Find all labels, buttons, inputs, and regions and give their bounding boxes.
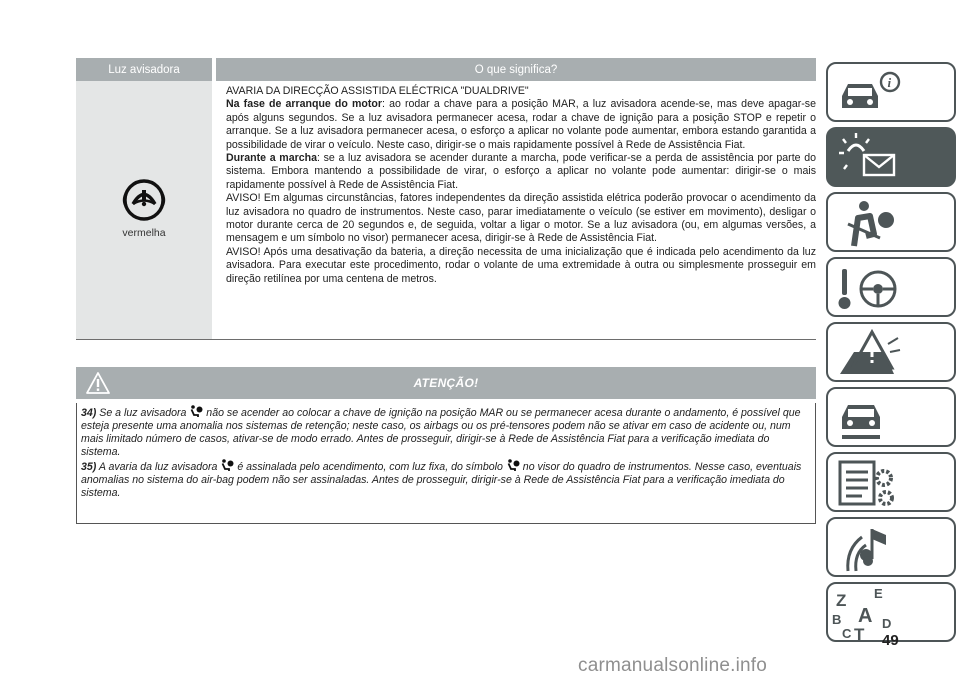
- multimedia-icon: [828, 519, 956, 577]
- notice-paragraph-1: AVISO! Em algumas circunstâncias, fatores independentes da direção assistida elétrica poderão provocar o acendimento da luz avisadora no quadro de instrumentos. Neste caso, parar imediatamente o veículo (se estiver em movimento), desligar o motor durante cerca de 20 segundos e, de seguida, voltar a ligar o motor. Se a luz avisadora (ou, em algumas versões, a mensagem e um símbolo no visor) permanecer acesa, dirigir-se à Rede de Assistência Fiat.: [226, 192, 816, 245]
- header-meaning: O que significa?: [216, 58, 816, 81]
- table-row: [76, 81, 816, 340]
- data-gear-icon: [828, 454, 956, 512]
- warning-light-message-icon: [828, 129, 956, 187]
- warning-light-cell: [76, 81, 212, 339]
- index-letter: B: [832, 612, 842, 627]
- warning-triangle-car-icon: [828, 324, 956, 382]
- light-color-caption: vermelha: [122, 227, 166, 239]
- svg-text:i: i: [887, 75, 892, 90]
- airbag-icon: [506, 459, 520, 472]
- index-letter: Z: [836, 591, 847, 610]
- steering-warning-icon: [121, 177, 167, 223]
- tab-technical-data[interactable]: [826, 452, 956, 512]
- seat-airbag-icon: [828, 194, 956, 252]
- note-35: [81, 459, 811, 500]
- note-34-number: 34): [81, 407, 97, 419]
- index-letter: D: [882, 616, 892, 631]
- warning-triangle-icon: [85, 371, 111, 395]
- warning-box: [76, 367, 816, 524]
- tab-starting-driving[interactable]: [826, 257, 956, 317]
- driving-text: : se a luz avisadora se acender durante a marcha, pode verificar-se a perda de assistência por parte do sistema. Embora mantendo a possibilidade de virar, o esforço a aplicar no volante pode aumentar: dirigir-se o mais rapidamente possível à Rede de Assistência Fiat.: [226, 152, 816, 191]
- index-letter: C: [842, 626, 852, 641]
- index-letter: A: [858, 605, 873, 627]
- car-info-icon: [828, 64, 956, 122]
- tab-warning-lights[interactable]: [826, 127, 956, 187]
- watermark: carmanualsonline.info: [578, 655, 768, 676]
- warning-header: [76, 367, 816, 399]
- header-warning-light: Luz avisadora: [76, 58, 212, 81]
- driving-heading: Durante a marcha: [226, 152, 317, 165]
- airbag-icon: [220, 459, 234, 472]
- warning-body: [76, 403, 816, 524]
- table-header: [76, 58, 816, 81]
- note-34: [81, 405, 811, 459]
- note-34-text-b: não se acender ao colocar a chave de ignição na posição MAR ou se permanecer acesa durante o andamento, é possível que esteja presente uma anomalia nos sistemas de retenção; neste caso, os airbags ou os pré-tensores podem não se ativar em caso de acidente ou, num mais limitado número de casos, ativar-se de modo errado. Antes de prosseguir, dirigir-se à Rede de Assistência Fiat para a verificação imediata do sistema.: [81, 407, 801, 458]
- index-letter: E: [874, 586, 883, 601]
- fault-title: AVARIA DA DIRECÇÃO ASSISTIDA ELÉCTRICA "DUALDRIVE": [226, 85, 529, 97]
- tab-car-info[interactable]: [826, 62, 956, 122]
- engine-start-heading: Na fase de arranque do motor: [226, 98, 382, 111]
- note-35-text-b: é assinalada pelo acendimento, com luz fixa, do símbolo: [234, 461, 506, 473]
- meaning-cell: [216, 81, 816, 339]
- note-35-text-a: A avaria da luz avisadora: [96, 461, 221, 473]
- steering-key-icon: [828, 259, 956, 317]
- note-35-number: 35): [81, 461, 97, 473]
- car-tools-icon: [828, 389, 956, 447]
- warning-title: ATENÇÃO!: [413, 376, 479, 390]
- engine-start-paragraph: [226, 98, 816, 152]
- engine-start-text: : ao rodar a chave para a posição MAR, a luz avisadora acende-se, mas deve apagar-se após alguns segundos. Se a luz avisadora permanecer acesa, rodar a chave de ignição para a posição STOP e repetir o arranque. Se a luz avisadora permanecer acesa, o esforço a aplicar no volante pode aumentar, embora estando garantida a possibilidade de virar o veículo. Neste caso, dirigir-se o mais rapidamente possível à Rede de Assistência Fiat.: [226, 98, 816, 151]
- tab-emergency[interactable]: [826, 322, 956, 382]
- page-number: 49: [882, 632, 899, 649]
- notice-paragraph-2: AVISO! Após uma desativação da bateria, a direção necessita de uma inicialização que é indicada pelo acendimento da luz avisadora. Para executar este procedimento, rodar o volante de uma extremidade à outra ou simplesmente prosseguir em direção retilínea por uma centena de metros.: [226, 245, 816, 285]
- index-letter: T: [854, 625, 865, 644]
- tab-maintenance[interactable]: [826, 387, 956, 447]
- warning-light-table: [76, 58, 816, 340]
- driving-paragraph: [226, 152, 816, 192]
- note-35-text-c: no visor do quadro de instrumentos. Nesse caso, eventuais anomalias no sistema do air-bag podem não ser assinaladas. Antes de prosseguir, dirigir-se à Rede de Assistência Fiat para a verificação imediata do sistema.: [81, 461, 802, 499]
- note-34-text-a: Se a luz avisadora: [96, 407, 190, 419]
- tab-multimedia[interactable]: [826, 517, 956, 577]
- airbag-icon: [189, 405, 203, 418]
- tab-safety[interactable]: [826, 192, 956, 252]
